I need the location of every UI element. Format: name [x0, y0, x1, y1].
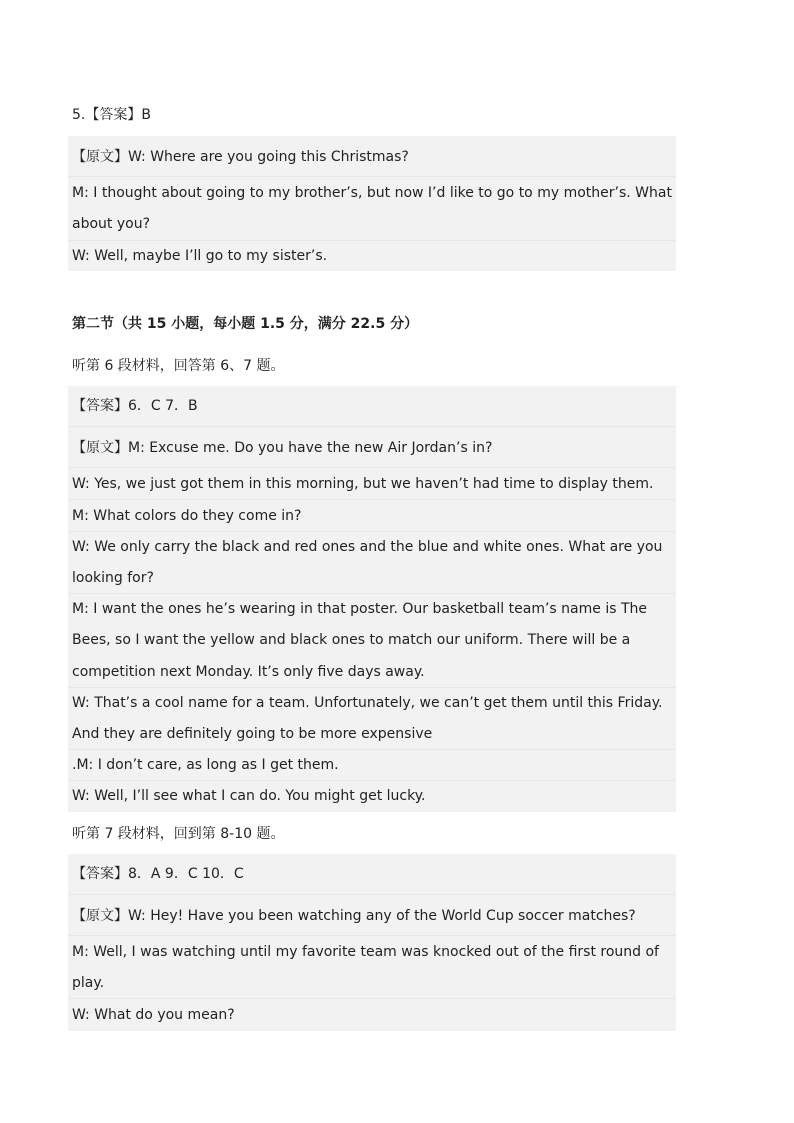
- dialog7-line: 【原文】W: Hey! Have you been watching any of the World Cup soccer matches?: [72, 908, 636, 924]
- dialog5-line: about you?: [72, 216, 150, 232]
- dialog7-line: W: What do you mean?: [72, 1007, 235, 1023]
- row-divider: [68, 240, 676, 241]
- dialog6-line: 【原文】M: Excuse me. Do you have the new Air Jordan’s in?: [72, 440, 493, 456]
- dialog6-line: W: That’s a cool name for a team. Unfortunately, we can’t get them until this Friday.: [72, 695, 663, 711]
- row-divider: [68, 593, 676, 594]
- dialog6-line: M: I want the ones he’s wearing in that poster. Our basketball team’s name is The: [72, 601, 647, 617]
- row-divider: [68, 749, 676, 750]
- row-divider: [68, 531, 676, 532]
- dialog5-line: 【原文】W: Where are you going this Christmas?: [72, 149, 409, 165]
- dialog6-line: competition next Monday. It’s only five days away.: [72, 664, 425, 680]
- row-divider: [68, 467, 676, 468]
- dialog6-line: And they are definitely going to be more expensive: [72, 726, 433, 742]
- dialog6-line: looking for?: [72, 570, 154, 586]
- dialog7-line: play.: [72, 975, 105, 991]
- dialog6-answer: 【答案】6．C 7．B: [72, 398, 198, 414]
- dialog6-line: W: Well, I’ll see what I can do. You might get lucky.: [72, 788, 426, 804]
- q5-answer: 5.【答案】B: [72, 107, 151, 123]
- section2-intro6: 听第 6 段材料，回答第 6、7 题。: [72, 358, 285, 374]
- dialog6-line: Bees, so I want the yellow and black ones to match our uniform. There will be a: [72, 632, 631, 648]
- dialog7-answer: 【答案】8．A 9．C 10．C: [72, 866, 244, 882]
- dialog6-line: W: We only carry the black and red ones and the blue and white ones. What are you: [72, 539, 663, 555]
- row-divider: [68, 176, 676, 177]
- dialog5-line: W: Well, maybe I’ll go to my sister’s.: [72, 248, 328, 264]
- row-divider: [68, 935, 676, 936]
- section2-title: 第二节（共 15 小题，每小题 1.5 分，满分 22.5 分）: [72, 316, 419, 332]
- row-divider: [68, 998, 676, 999]
- row-divider: [68, 426, 676, 427]
- dialog6-box: [68, 386, 676, 812]
- row-divider: [68, 687, 676, 688]
- intro7: 听第 7 段材料，回到第 8-10 题。: [72, 826, 285, 842]
- dialog6-line: .M: I don’t care, as long as I get them.: [72, 757, 339, 773]
- dialog6-line: W: Yes, we just got them in this morning, but we haven’t had time to display them.: [72, 476, 654, 492]
- dialog7-box: [68, 854, 676, 1031]
- row-divider: [68, 894, 676, 895]
- dialog6-line: M: What colors do they come in?: [72, 508, 302, 524]
- dialog5-box: [68, 136, 676, 271]
- dialog5-line: M: I thought about going to my brother’s, but now I’d like to go to my mother’s. What: [72, 185, 672, 201]
- row-divider: [68, 499, 676, 500]
- dialog7-line: M: Well, I was watching until my favorite team was knocked out of the first round of: [72, 944, 659, 960]
- row-divider: [68, 780, 676, 781]
